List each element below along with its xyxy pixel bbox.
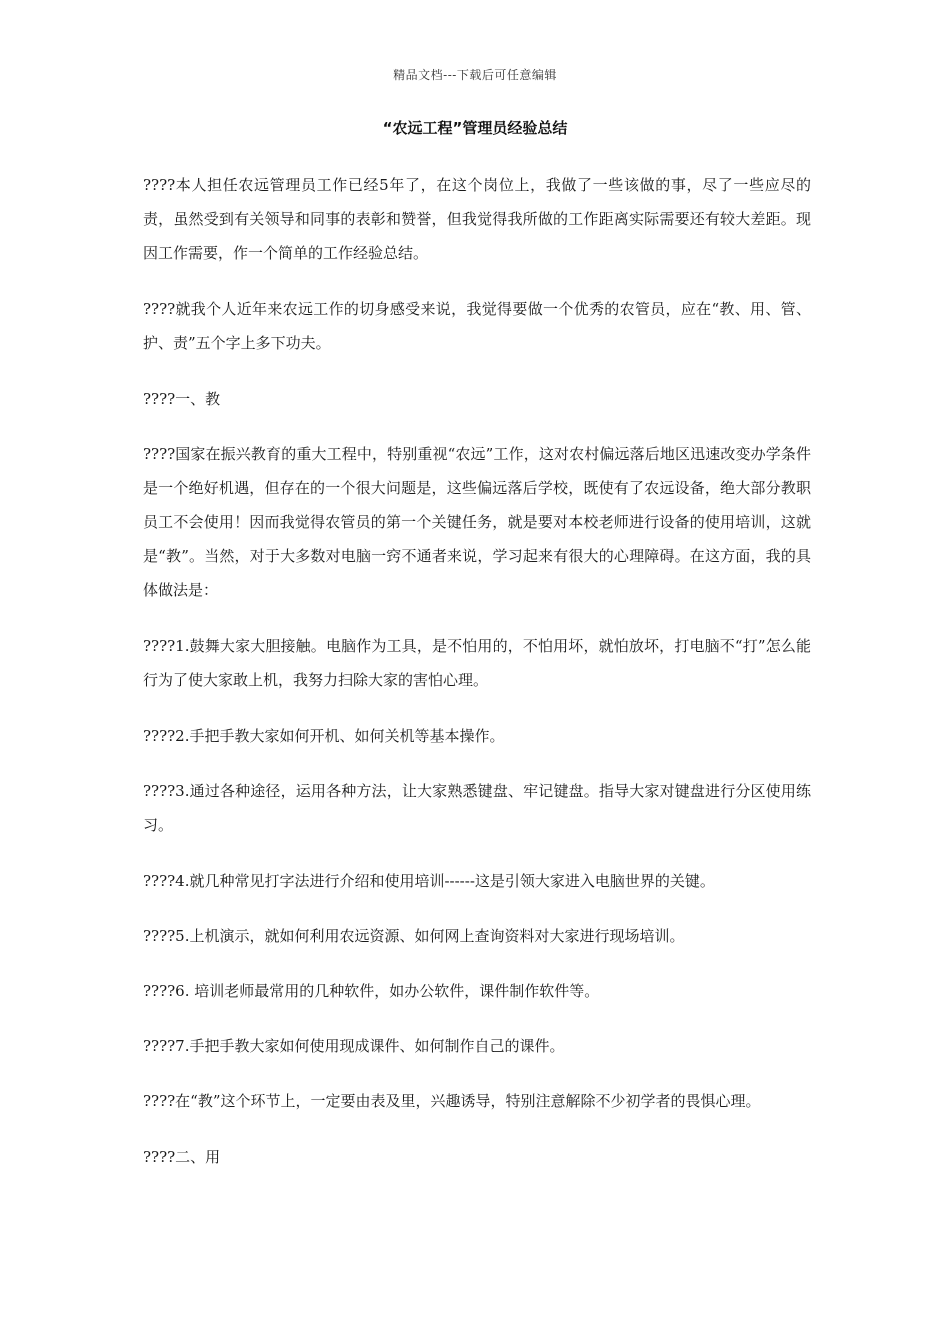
paragraph-teach-conclusion: ????在“教”这个环节上，一定要由表及里，兴趣诱导，特别注意解除不少初学者的畏惧心理。	[143, 1092, 761, 1110]
list-item-2: ????2.手把手教大家如何开机、如何关机等基本操作。	[143, 727, 505, 745]
paragraph-summary: ????就我个人近年来农远工作的切身感受来说，我觉得要做一个优秀的农管员，应在“教、用、管、护、责”五个字上多下功夫。	[143, 300, 811, 352]
list-item-1: ????1.鼓舞大家大胆接触。电脑作为工具，是不怕用的，不怕用坏，就怕放坏，打电脑不“打”怎么能行为了使大家敢上机，我努力扫除大家的害怕心理。	[143, 637, 811, 689]
document-title: “农远工程”管理员经验总结	[382, 119, 568, 137]
paragraph-intro: ????本人担任农远管理员工作已经5年了，在这个岗位上，我做了一些该做的事，尽了一些应尽的责，虽然受到有关领导和同事的表彰和赞誉，但我觉得我所做的工作距离实际需要还有较大差距。现因工作需要，作一个简单的工作经验总结。	[143, 176, 811, 262]
list-item-5: ????5.上机演示，就如何利用农远资源、如何网上查询资料对大家进行现场培训。	[143, 927, 685, 945]
document-body	[143, 168, 811, 1195]
section-heading-teach: ????一、教	[143, 390, 221, 408]
page-header: 精品文档---下载后可任意编辑	[393, 68, 557, 82]
paragraph-teach-body: ????国家在振兴教育的重大工程中，特别重视“农远”工作，这对农村偏远落后地区迅速改变办学条件是一个绝好机遇，但存在的一个很大问题是，这些偏远落后学校，既使有了农远设备，绝大部分教职员工不会使用！因而我觉得农管员的第一个关键任务，就是要对本校老师进行设备的使用培训，这就是“教”。当然，对于大多数对电脑一窍不通者来说，学习起来有很大的心理障碍。在这方面，我的具体做法是：	[143, 445, 811, 599]
section-heading-use: ????二、用	[143, 1148, 221, 1166]
list-item-3: ????3.通过各种途径，运用各种方法，让大家熟悉键盘、牢记键盘。指导大家对键盘进行分区使用练习。	[143, 782, 811, 834]
list-item-7: ????7.手把手教大家如何使用现成课件、如何制作自己的课件。	[143, 1037, 565, 1055]
list-item-4: ????4.就几种常见打字法进行介绍和使用培训------这是引领大家进入电脑世界的关键。	[143, 872, 715, 890]
list-item-6: ????6. 培训老师最常用的几种软件，如办公软件，课件制作软件等。	[143, 982, 600, 1000]
